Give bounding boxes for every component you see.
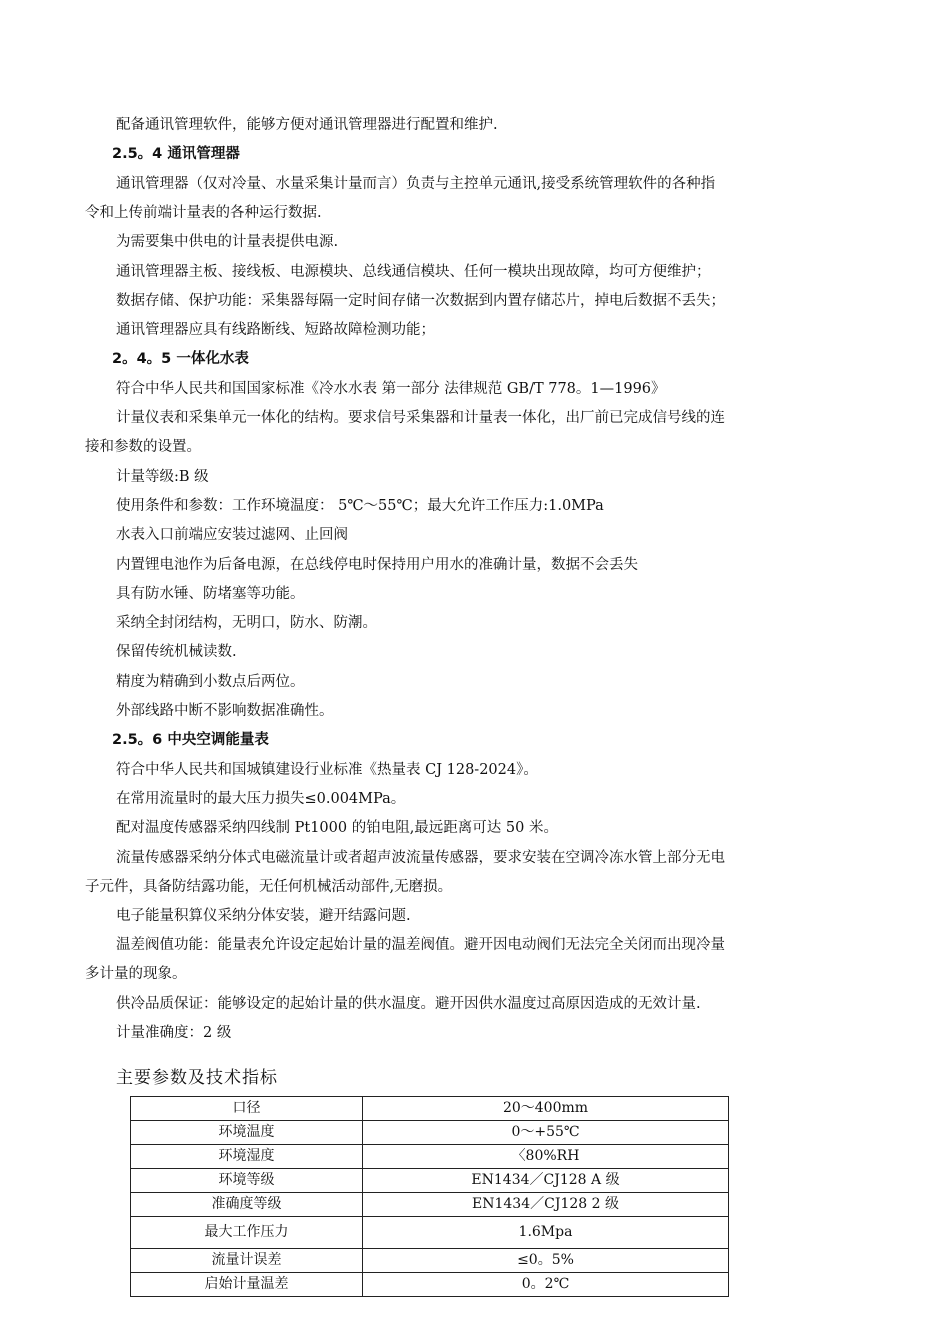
paragraph-line: 流量传感器采纳分体式电磁流量计或者超声波流量传感器，要求安装在空调冷冻水管上部分无电 bbox=[116, 849, 725, 866]
paragraph bbox=[85, 463, 825, 492]
paragraph-line: 通讯管理器（仅对冷量、水量采集计量而言）负责与主控单元通讯,接受系统管理软件的各种指 bbox=[116, 175, 716, 192]
param-name-cell: 启始计量温差 bbox=[131, 1273, 363, 1297]
param-name-cell: 环境湿度 bbox=[131, 1145, 363, 1169]
table-row bbox=[131, 1193, 729, 1217]
table-row bbox=[131, 1273, 729, 1297]
param-value-cell: 〈80%RH bbox=[363, 1145, 729, 1169]
section-heading: 2。4。5 一体化水表 bbox=[112, 351, 249, 368]
paragraph-line: 通讯管理器应具有线路断线、短路故障检测功能； bbox=[116, 322, 435, 339]
paragraph-line: 子元件，具备防结露功能，无任何机械活动部件,无磨损。 bbox=[85, 878, 453, 895]
param-value-cell: EN1434／CJ128 A 级 bbox=[363, 1169, 729, 1193]
paragraph-line: 供冷品质保证：能够设定的起始计量的供水温度。避开因供水温度过高原因造成的无效计量. bbox=[116, 996, 701, 1012]
paragraph bbox=[85, 1019, 825, 1048]
paragraph bbox=[85, 844, 825, 902]
table-row bbox=[131, 1217, 729, 1249]
paragraph-line: 配备通讯管理软件，能够方便对通讯管理器进行配置和维护. bbox=[116, 117, 498, 133]
paragraph bbox=[85, 170, 825, 228]
paragraph-line: 符合中华人民共和国国家标准《冷水水表 第一部分 法律规范 GB/T 778。1—1996》 bbox=[116, 380, 666, 397]
paragraph bbox=[85, 697, 825, 726]
paragraph-line: 精度为精确到小数点后两位。 bbox=[116, 673, 305, 690]
param-value-cell: 0。2℃ bbox=[363, 1273, 729, 1297]
paragraph bbox=[85, 668, 825, 697]
paragraph bbox=[85, 228, 825, 257]
paragraph-line: 保留传统机械读数. bbox=[116, 644, 237, 661]
paragraph bbox=[85, 785, 825, 814]
param-name-cell: 准确度等级 bbox=[131, 1193, 363, 1217]
param-name-cell: 流量计误差 bbox=[131, 1249, 363, 1273]
paragraph-line: 在常用流量时的最大压力损失≤0.004MPa。 bbox=[116, 790, 406, 807]
paragraph-line: 数据存储、保护功能：采集器每隔一定时间存储一次数据到内置存储芯片，掉电后数据不丢失； bbox=[116, 292, 725, 309]
paragraph-line: 通讯管理器主板、接线板、电源模块、总线通信模块、任何一模块出现故障，均可方便维护； bbox=[116, 263, 711, 280]
paragraph bbox=[85, 814, 825, 843]
table-row bbox=[131, 1097, 729, 1121]
table-title: 主要参数及技术指标 bbox=[116, 1068, 278, 1088]
table-row bbox=[131, 1249, 729, 1273]
paragraph bbox=[85, 316, 825, 345]
paragraph bbox=[85, 902, 825, 931]
param-value-cell: 0～+55℃ bbox=[363, 1121, 729, 1145]
param-value-cell: EN1434／CJ128 2 级 bbox=[363, 1193, 729, 1217]
paragraph bbox=[85, 609, 825, 638]
paragraph-line: 为需要集中供电的计量表提供电源. bbox=[116, 234, 339, 251]
paragraph bbox=[85, 931, 825, 989]
paragraph bbox=[85, 990, 825, 1019]
paragraph-line: 计量等级:B 级 bbox=[116, 468, 209, 485]
param-name-cell: 环境温度 bbox=[131, 1121, 363, 1145]
paragraph bbox=[85, 492, 825, 521]
paragraph-line: 配对温度传感器采纳四线制 Pt1000 的铂电阻,最远距离可达 50 米。 bbox=[116, 820, 558, 837]
paragraph-line: 接和参数的设置。 bbox=[85, 439, 201, 455]
paragraph-line: 水表入口前端应安装过滤网、止回阀 bbox=[116, 527, 348, 544]
paragraph-line: 令和上传前端计量表的各种运行数据. bbox=[85, 204, 322, 221]
paragraph-line: 计量准确度：2 级 bbox=[116, 1025, 232, 1042]
paragraph-line: 计量仪表和采集单元一体化的结构。要求信号采集器和计量表一体化，出厂前已完成信号线的连 bbox=[116, 410, 725, 426]
param-value-cell: ≤0。5% bbox=[363, 1249, 729, 1273]
param-value-cell: 1.6Mpa bbox=[363, 1217, 729, 1249]
table-row bbox=[131, 1169, 729, 1193]
section-heading: 2.5。4 通讯管理器 bbox=[112, 146, 240, 163]
paragraph bbox=[85, 551, 825, 580]
paragraph-line: 具有防水锤、防堵塞等功能。 bbox=[116, 585, 305, 602]
paragraph-line: 采纳全封闭结构，无明口，防水、防潮。 bbox=[116, 615, 377, 632]
paragraph bbox=[85, 404, 825, 462]
paragraph bbox=[85, 580, 825, 609]
table-row bbox=[131, 1145, 729, 1169]
param-name-cell: 环境等级 bbox=[131, 1169, 363, 1193]
paragraph-line: 使用条件和参数：工作环境温度： 5℃～55℃；最大允许工作压力:1.0MPa bbox=[116, 497, 604, 514]
paragraph bbox=[85, 258, 825, 287]
spec-table bbox=[130, 1096, 729, 1297]
paragraph-line: 符合中华人民共和国城镇建设行业标准《热量表 CJ 128-2024》。 bbox=[116, 761, 538, 778]
paragraph bbox=[85, 375, 825, 404]
paragraph-line: 电子能量积算仪采纳分体安装，避开结露问题. bbox=[116, 908, 411, 925]
param-value-cell: 20～400mm bbox=[363, 1097, 729, 1121]
paragraph bbox=[85, 756, 825, 785]
section-heading: 2.5。6 中央空调能量表 bbox=[112, 732, 269, 749]
paragraph bbox=[85, 638, 825, 667]
paragraph bbox=[85, 111, 825, 140]
paragraph-line: 温差阀值功能：能量表允许设定起始计量的温差阀值。避开因电动阀们无法完全关闭而出现冷量 bbox=[116, 937, 725, 954]
paragraph-line: 内置锂电池作为后备电源，在总线停电时保持用户用水的准确计量，数据不会丢失 bbox=[116, 556, 638, 573]
param-name-cell: 口径 bbox=[131, 1097, 363, 1121]
paragraph bbox=[85, 521, 825, 550]
table-row bbox=[131, 1121, 729, 1145]
paragraph-line: 多计量的现象。 bbox=[85, 966, 187, 983]
param-name-cell: 最大工作压力 bbox=[131, 1217, 363, 1249]
paragraph-line: 外部线路中断不影响数据准确性。 bbox=[116, 703, 334, 719]
paragraph bbox=[85, 287, 825, 316]
